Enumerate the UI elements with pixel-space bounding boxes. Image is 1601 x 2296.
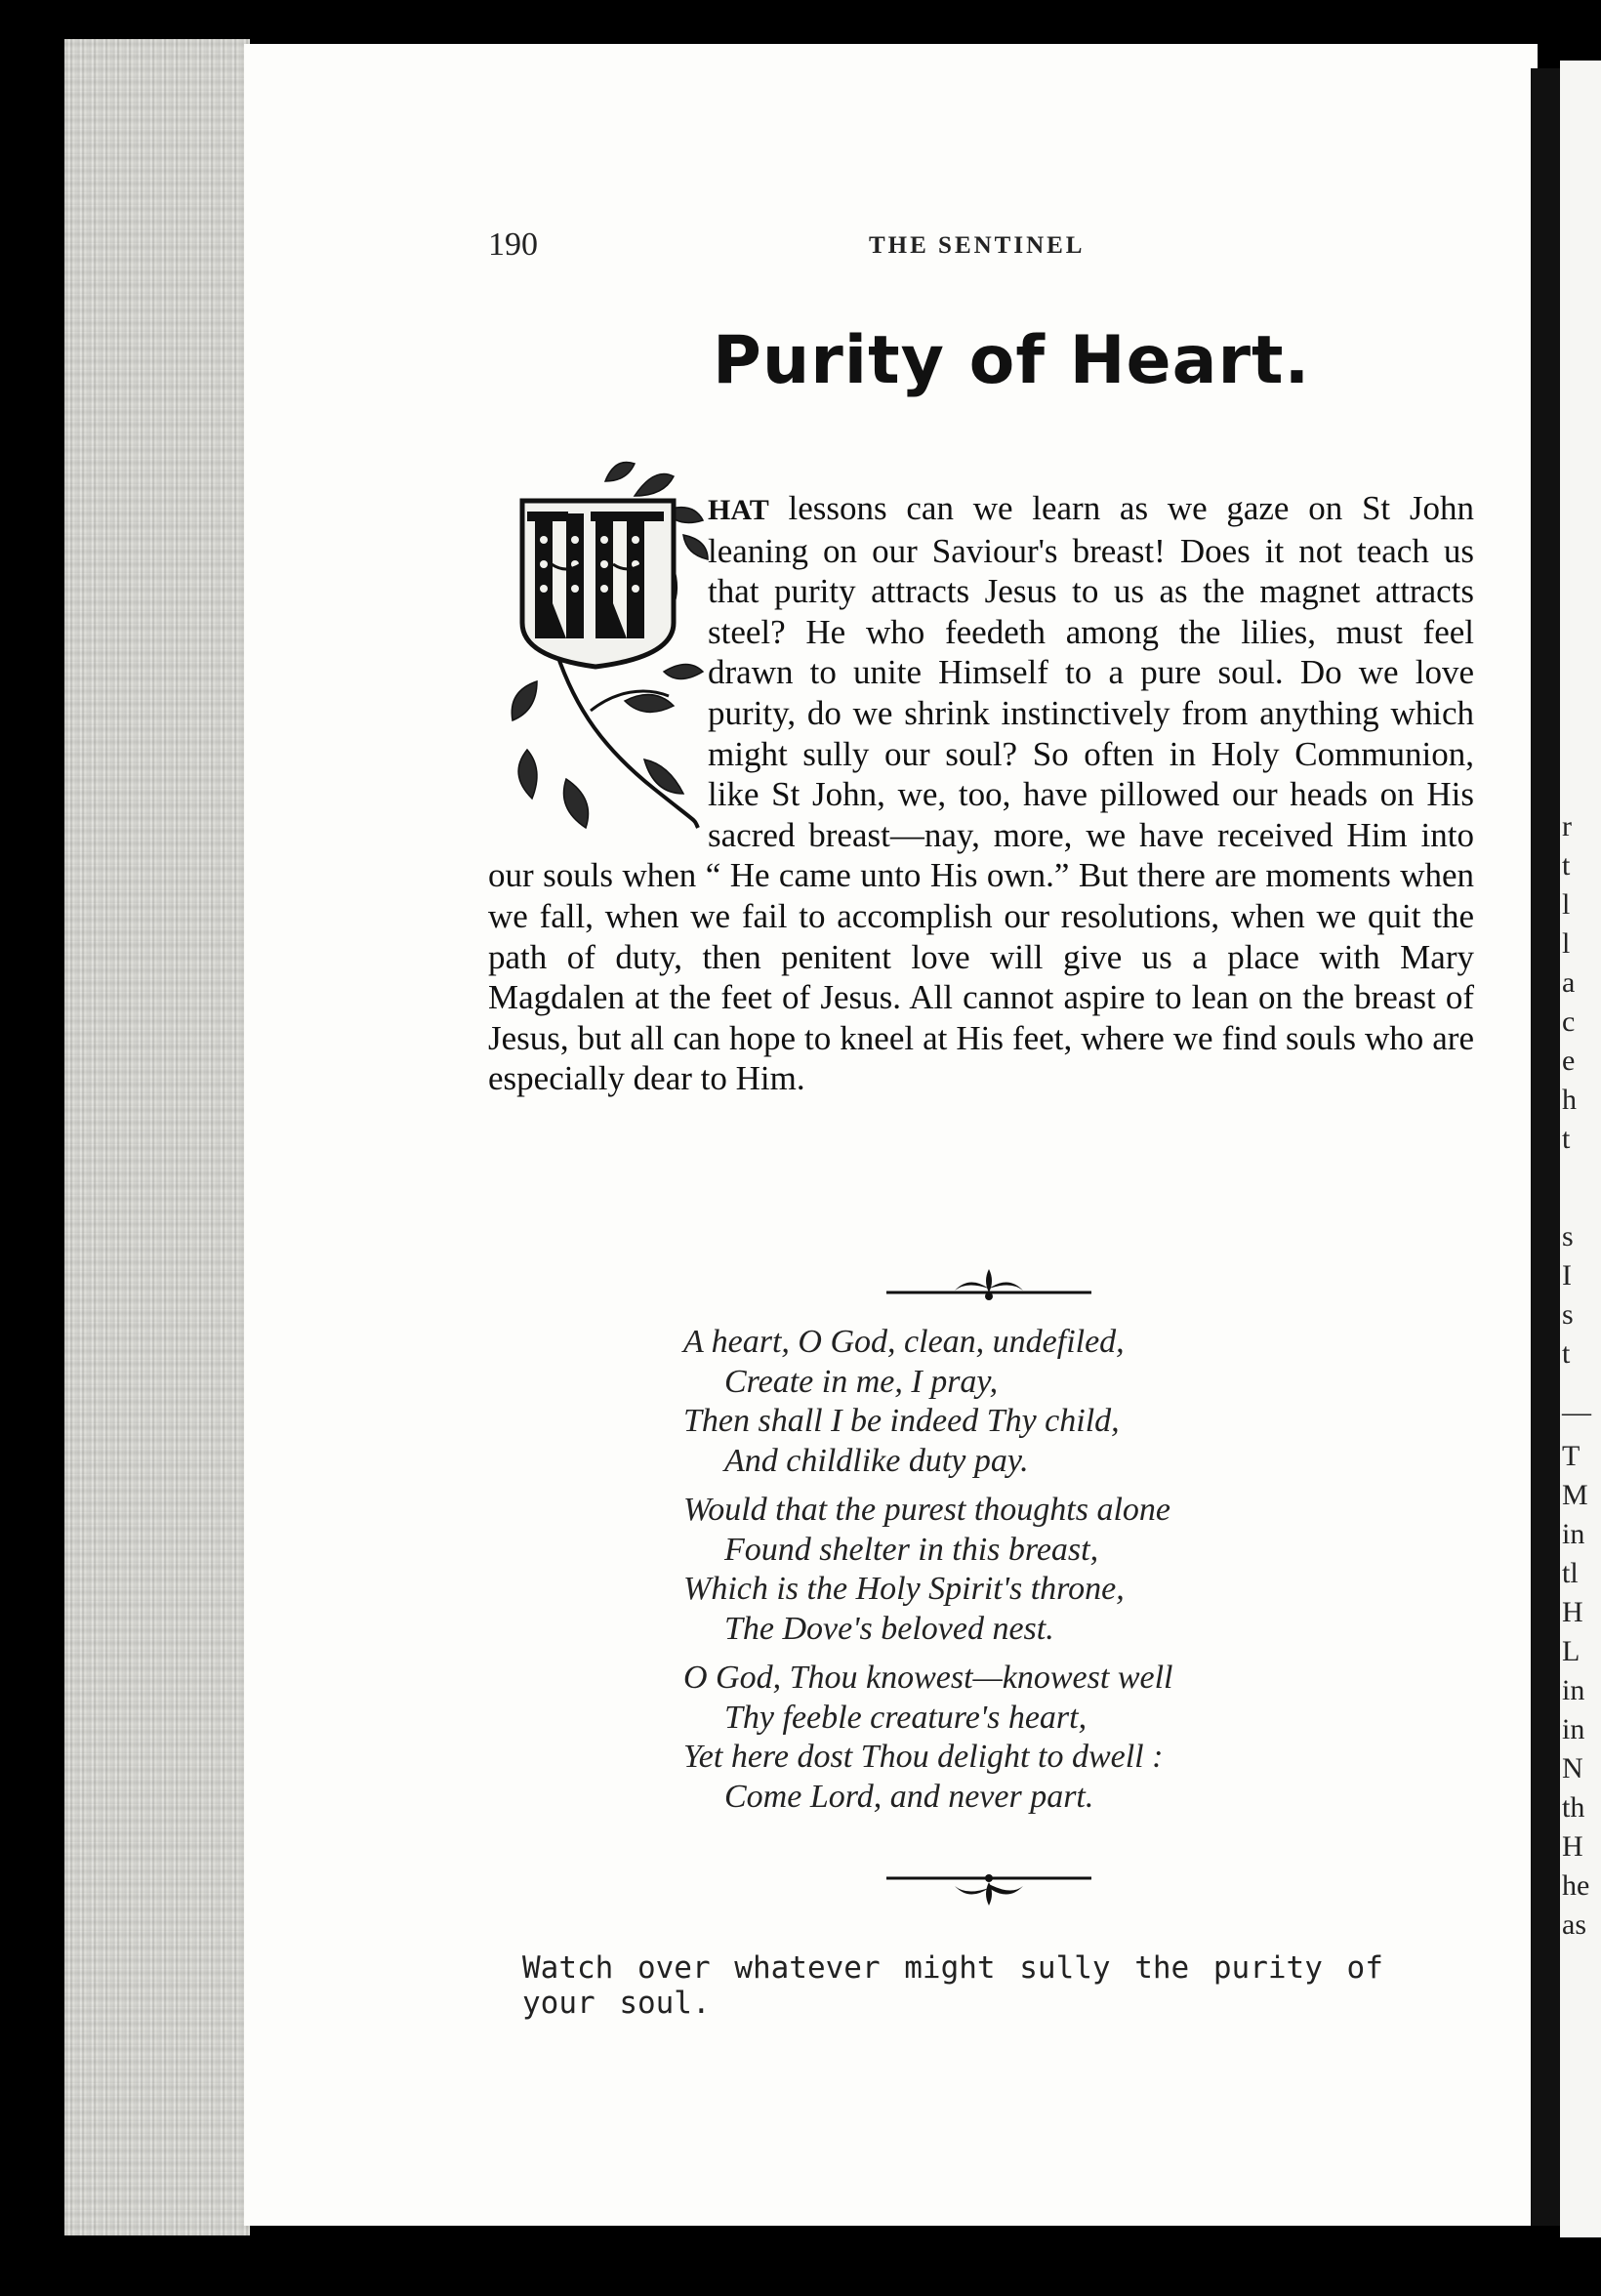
poem-line: Thy feeble creature's heart, xyxy=(724,1699,1088,1736)
poem-stanza xyxy=(683,1323,1367,1481)
poem-stanza xyxy=(683,1491,1367,1649)
facing-page-fragment: h xyxy=(1562,1084,1577,1116)
poem-line: Create in me, I pray, xyxy=(724,1363,999,1400)
facing-page-fragment: as xyxy=(1562,1908,1586,1941)
page-edges xyxy=(64,39,250,2235)
facing-page-fragment: c xyxy=(1562,1005,1576,1038)
poem-line: Then shall I be indeed Thy child, xyxy=(683,1403,1120,1439)
facing-page-fragment: he xyxy=(1562,1869,1590,1902)
facing-page-fragment: I xyxy=(1562,1259,1572,1292)
page-header xyxy=(488,226,1503,266)
facing-page-fragment: in xyxy=(1562,1674,1585,1706)
poem-line: The Dove's beloved nest. xyxy=(724,1610,1054,1647)
facing-page-fragment: th xyxy=(1562,1791,1585,1824)
facing-page-fragment: L xyxy=(1562,1635,1580,1667)
facing-page-fragment: M xyxy=(1562,1479,1588,1511)
facing-page-fragment: N xyxy=(1562,1752,1583,1784)
facing-page-fragment: s xyxy=(1562,1298,1574,1331)
facing-page-fragment: t xyxy=(1562,849,1571,882)
facing-page-fragment: T xyxy=(1562,1440,1580,1472)
facing-page-fragment: l xyxy=(1562,888,1571,921)
facing-page-fragment: in xyxy=(1562,1518,1585,1550)
poem-line: Yet here dost Thou delight to dwell : xyxy=(683,1739,1164,1775)
facing-page-fragment: — xyxy=(1562,1396,1591,1428)
poem-line: And childlike duty pay. xyxy=(724,1442,1029,1479)
poem-line: O God, Thou knowest—knowest well xyxy=(683,1660,1173,1696)
book-gutter xyxy=(1531,68,1560,2226)
running-title: THE SENTINEL xyxy=(869,232,1086,259)
ornament-divider-bottom xyxy=(886,1866,1091,1915)
page-number: 190 xyxy=(488,226,538,263)
facing-page-fragment: t xyxy=(1562,1337,1571,1370)
facing-page-fragment: r xyxy=(1562,810,1572,842)
article-text: lessons can we learn as we gaze on St John leaning on our Saviour's breast! Does it not teach us that purity attracts Jesus to us as the magnet attracts steel? He who feedeth among the lilies, must feel drawn to unite Himself to a pure soul. Do we love purity, do we shrink instinctively from anything which might sully our soul? So often in Holy Communion, like St John, we, too, have pillowed our heads on His sacred breast—nay, more, we have received Him into our souls when “ He came unto His own.” But there are moments when we fall, when we fail to accomplish our resolutions, when we quit the path of duty, then penitent love will give us a place with Mary Magdalen at the feet of Jesus. All cannot aspire to lean on the breast of Jesus, but all can hope to kneel at His feet, where we find souls who are especially dear to Him. xyxy=(488,489,1474,1098)
drop-cap-space xyxy=(488,488,708,853)
poem-stanza xyxy=(683,1659,1367,1817)
facing-page-fragment: H xyxy=(1562,1596,1583,1628)
facing-page-fragment: a xyxy=(1562,966,1576,999)
ornament-divider-top xyxy=(886,1259,1091,1308)
poem-line: Which is the Holy Spirit's throne, xyxy=(683,1571,1125,1607)
facing-page-fragment: H xyxy=(1562,1830,1583,1863)
poem-line: Come Lord, and never part. xyxy=(724,1778,1094,1815)
poem-line: Would that the purest thoughts alone xyxy=(683,1492,1170,1528)
facing-page-fragment: t xyxy=(1562,1123,1571,1155)
facing-page-fragment: e xyxy=(1562,1045,1576,1077)
facing-page-fragment: s xyxy=(1562,1220,1574,1252)
facing-page-fragment: l xyxy=(1562,927,1571,960)
article-title: Purity of Heart. xyxy=(713,322,1311,399)
poem-line: A heart, O God, clean, undefiled, xyxy=(683,1324,1125,1360)
facing-page-fragment: tl xyxy=(1562,1557,1579,1589)
facing-page-edge xyxy=(1560,61,1601,2237)
article-body xyxy=(488,488,1474,1099)
opening-word: HAT xyxy=(708,494,769,526)
poem-line: Found shelter in this breast, xyxy=(724,1531,1099,1568)
poem xyxy=(683,1323,1367,1826)
facing-page-fragment: in xyxy=(1562,1713,1585,1745)
closing-maxim: Watch over whatever might sully the purity of your soul. xyxy=(522,1950,1383,2021)
